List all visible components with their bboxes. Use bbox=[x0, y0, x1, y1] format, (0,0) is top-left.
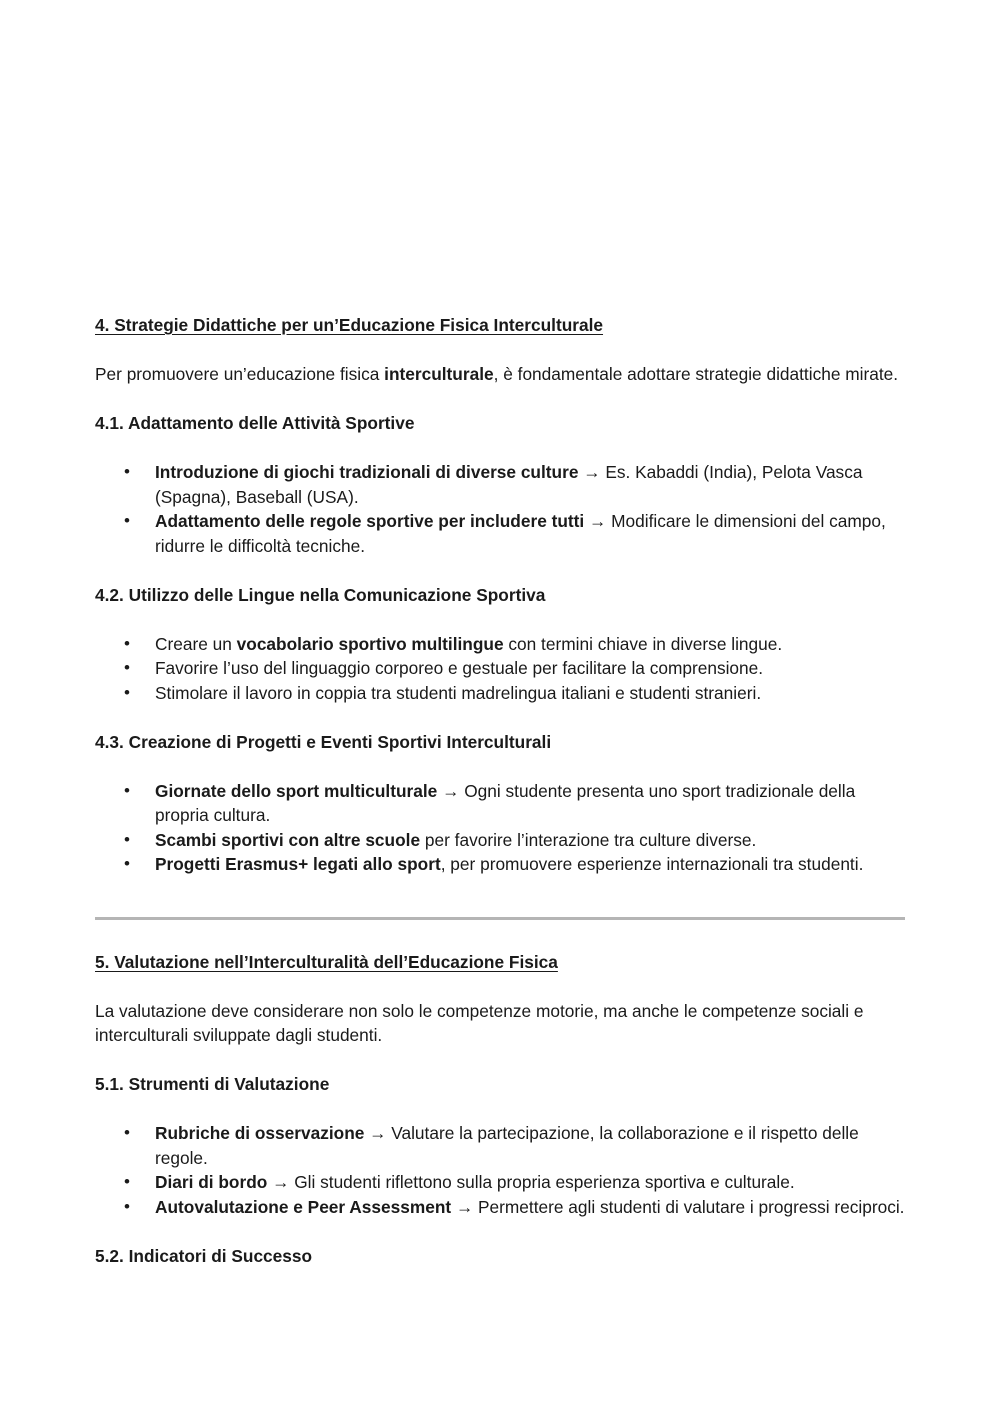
list-item bbox=[95, 509, 905, 558]
list-item bbox=[95, 1121, 905, 1170]
list-item-text: → Ogni studente presenta uno sport tradizionale della propria cultura. bbox=[155, 780, 856, 825]
list-item-text: Creare un bbox=[155, 633, 237, 654]
list-item bbox=[95, 681, 905, 706]
subsection-4-3-heading: 4.3. Creazione di Progetti e Eventi Sportivi Interculturali bbox=[95, 731, 552, 752]
subsection-4-3-list bbox=[95, 779, 905, 877]
list-item bbox=[95, 656, 905, 681]
list-item-text: con termini chiave in diverse lingue. bbox=[503, 633, 783, 654]
list-item-text: Favorire l’uso del linguaggio corporeo e gestuale per facilitare la comprensione. bbox=[155, 658, 764, 678]
subsection-4-2-heading: 4.2. Utilizzo delle Lingue nella Comunicazione Sportiva bbox=[95, 584, 546, 605]
subsection-4-1-heading: 4.1. Adattamento delle Attività Sportive bbox=[95, 413, 415, 433]
list-item-bold: Introduzione di giochi tradizionali di diverse culture bbox=[155, 462, 579, 482]
list-item bbox=[95, 632, 905, 657]
section-5-intro: La valutazione deve considerare non solo le competenze motorie, ma anche le competenze sociali e interculturali sviluppate dagli studenti. bbox=[95, 1000, 864, 1045]
list-item bbox=[95, 779, 905, 828]
list-item-bold: Scambi sportivi con altre scuole bbox=[155, 829, 421, 850]
list-item-text: → Valutare la partecipazione, la collaborazione e il rispetto delle regole. bbox=[155, 1123, 859, 1168]
list-item-text: , per promuovere esperienze internazionali tra studenti. bbox=[440, 854, 864, 874]
list-item-text: → Permettere agli studenti di valutare i progressi reciproci. bbox=[451, 1196, 905, 1217]
subsection-4-1-list bbox=[95, 460, 905, 558]
list-item-text: Stimolare il lavoro in coppia tra studenti madrelingua italiani e studenti stranieri. bbox=[155, 682, 762, 703]
list-item bbox=[95, 1195, 905, 1220]
list-item-bold: Rubriche di osservazione bbox=[155, 1123, 365, 1143]
list-item-bold: Autovalutazione e Peer Assessment bbox=[155, 1196, 452, 1217]
intro-text-end: , è fondamentale adottare strategie didattiche mirate. bbox=[493, 364, 899, 384]
list-item bbox=[95, 852, 905, 877]
section-5-heading: 5. Valutazione nell’Interculturalità dell’Educazione Fisica bbox=[95, 951, 558, 972]
list-item-bold: Adattamento delle regole sportive per includere tutti bbox=[155, 511, 585, 531]
list-item-text: per favorire l’interazione tra culture diverse. bbox=[420, 829, 757, 850]
intro-text: Per promuovere un’educazione fisica bbox=[95, 364, 385, 384]
list-item bbox=[95, 828, 905, 853]
list-item-bold: Giornate dello sport multiculturale bbox=[155, 780, 438, 801]
document-page bbox=[95, 313, 905, 1268]
list-item-bold: Diari di bordo bbox=[155, 1172, 268, 1192]
list-item bbox=[95, 1170, 905, 1195]
intro-bold-text: interculturale bbox=[384, 364, 494, 384]
subsection-4-2-list bbox=[95, 632, 905, 706]
list-item-bold: vocabolario sportivo multilingue bbox=[236, 633, 504, 654]
list-item bbox=[95, 460, 905, 509]
section-4-intro bbox=[95, 362, 905, 387]
subsection-5-1-list bbox=[95, 1121, 905, 1219]
list-item-text: → Gli studenti riflettono sulla propria esperienza sportiva e culturale. bbox=[267, 1172, 795, 1192]
list-item-text: → Modificare le dimensioni del campo, ridurre le difficoltà tecniche. bbox=[155, 511, 886, 556]
subsection-5-2-heading: 5.2. Indicatori di Successo bbox=[95, 1245, 313, 1266]
list-item-bold: Progetti Erasmus+ legati allo sport bbox=[155, 854, 441, 874]
list-item-text: → Es. Kabaddi (India), Pelota Vasca (Spagna), Baseball (USA). bbox=[155, 462, 863, 507]
section-4-heading: 4. Strategie Didattiche per un’Educazione Fisica Interculturale bbox=[95, 315, 604, 335]
subsection-5-1-heading: 5.1. Strumenti di Valutazione bbox=[95, 1074, 330, 1094]
